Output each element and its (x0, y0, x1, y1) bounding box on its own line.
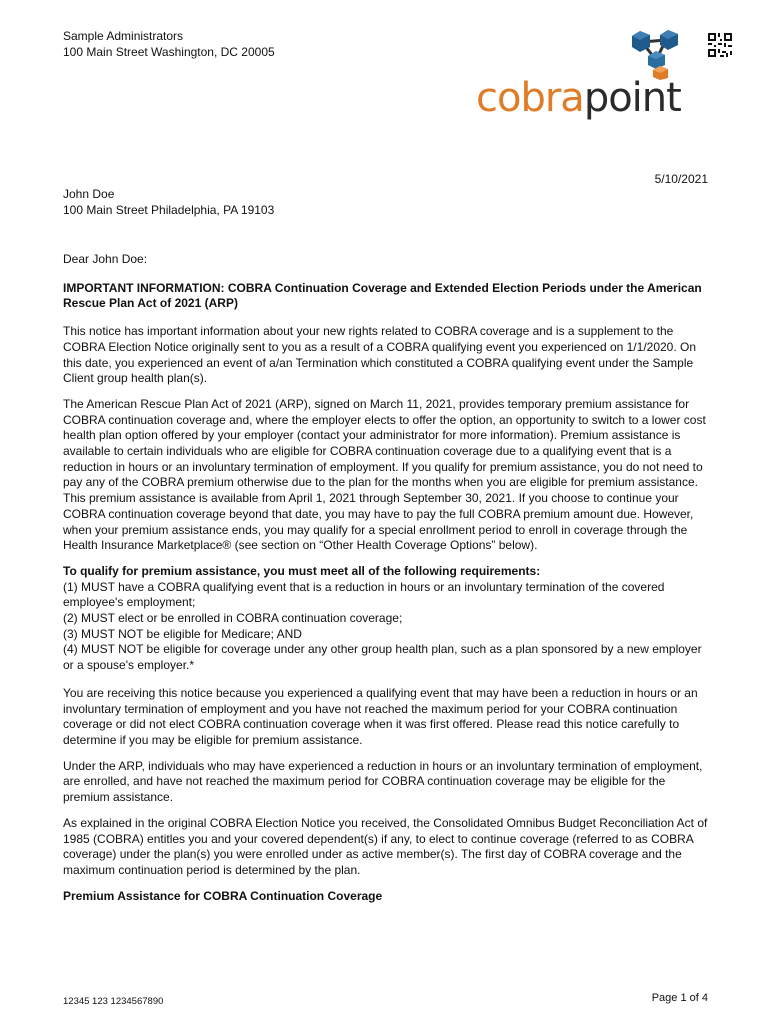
requirements-block (63, 564, 709, 674)
notice-heading: IMPORTANT INFORMATION: COBRA Continuation Coverage and Extended Election Periods under the American Rescue Plan Act of 2021 (ARP) (63, 280, 702, 311)
sender-name: Sample Administrators (63, 29, 184, 43)
cube-molecule-icon (626, 28, 690, 80)
qr-code-icon (708, 33, 732, 57)
paragraph-cobra-explained: As explained in the original COBRA Election Notice you received, the Consolidated Omnibus Budget Reconciliation Act of 1985 (COBRA) entitles you and your covered dependent(s) if any, to elect to continue coverage (referred to as COBRA coverage) under the plan(s) you were enrolled under as active member(s). The first day of COBRA coverage and the maximum continuation period is determined by the plan. (63, 815, 708, 877)
paragraph-reason: You are receiving this notice because you experienced a qualifying event that may have been a reduction in hours or an involuntary termination of employment and you have not reached the maximum period for your COBRA continuation coverage or did not elect COBRA continuation coverage when it was first offered. Please read this notice carefully to determine if you may be eligible for premium assistance. (63, 685, 698, 747)
cobrapoint-logo (476, 28, 716, 123)
logo-wordmark (476, 74, 681, 122)
sender-block (63, 28, 275, 60)
footer-code: 12345 123 1234567890 (63, 996, 164, 1007)
recipient-name: John Doe (63, 187, 115, 201)
paragraph-intro: This notice has important information about your new rights related to COBRA coverage and is a supplement to the COBRA Election Notice originally sent to you as a result of a COBRA qualifying event you experienced on 1/1/2020. On this date, you experienced an event of a/an Termination which constituted a COBRA qualifying event under the Sample Client group health plan(s). (63, 324, 697, 386)
section-title: Premium Assistance for COBRA Continuation Coverage (63, 888, 383, 903)
salutation: Dear John Doe: (63, 252, 148, 266)
sender-address: 100 Main Street Washington, DC 20005 (63, 45, 275, 59)
paragraph-arp: The American Rescue Plan Act of 2021 (ARP), signed on March 11, 2021, provides temporary premium assistance for COBRA continuation coverage and, where the employer elects to offer the option, an opportunity to switch to a lower cost health plan option offered by your employer (contact your administrator for more information). Premium assistance is available to certain individuals who are eligible for COBRA continuation coverage due to a qualifying event that is a reduction in hours or an involuntary termination of employment. If you qualify for premium assistance, you do not need to pay any of the COBRA premium otherwise due to the plan for the months when you are eligible for premium assistance. This premium assistance is available from April 1, 2021 through September 30, 2021. If you choose to continue your COBRA continuation coverage beyond that date, you may have to pay the full COBRA premium amount due. However, when your premium assistance ends, you may qualify for a special enrollment period to enroll in coverage through the Health Insurance Marketplace® (see section on “Other Health Coverage Options” below). (63, 396, 706, 553)
page-number: Page 1 of 4 (651, 992, 708, 1004)
requirements-title: To qualify for premium assistance, you must meet all of the following requirements: (63, 563, 541, 578)
recipient-block (63, 186, 274, 218)
letter-body (63, 252, 709, 914)
logo-text-point: point (583, 75, 681, 121)
requirement-item: (1) MUST have a COBRA qualifying event that is a reduction in hours or an involuntary termination of the covered employee's employment; (63, 579, 665, 610)
logo-text-cobra: cobra (476, 75, 584, 121)
letter-date: 5/10/2021 (654, 172, 708, 186)
requirement-item: (4) MUST NOT be eligible for coverage under any other group health plan, such as a plan sponsored by a new employer or a spouse's employer.* (63, 642, 702, 673)
requirement-item: (3) MUST NOT be eligible for Medicare; AND (63, 626, 302, 641)
requirement-item: (2) MUST elect or be enrolled in COBRA continuation coverage; (63, 611, 403, 626)
recipient-address: 100 Main Street Philadelphia, PA 19103 (63, 203, 275, 217)
paragraph-eligibility: Under the ARP, individuals who may have experienced a reduction in hours or an involuntary termination of employment, are enrolled, and have not reached the maximum period for COBRA continuation coverage may be eligible for the premium assistance. (63, 758, 703, 805)
